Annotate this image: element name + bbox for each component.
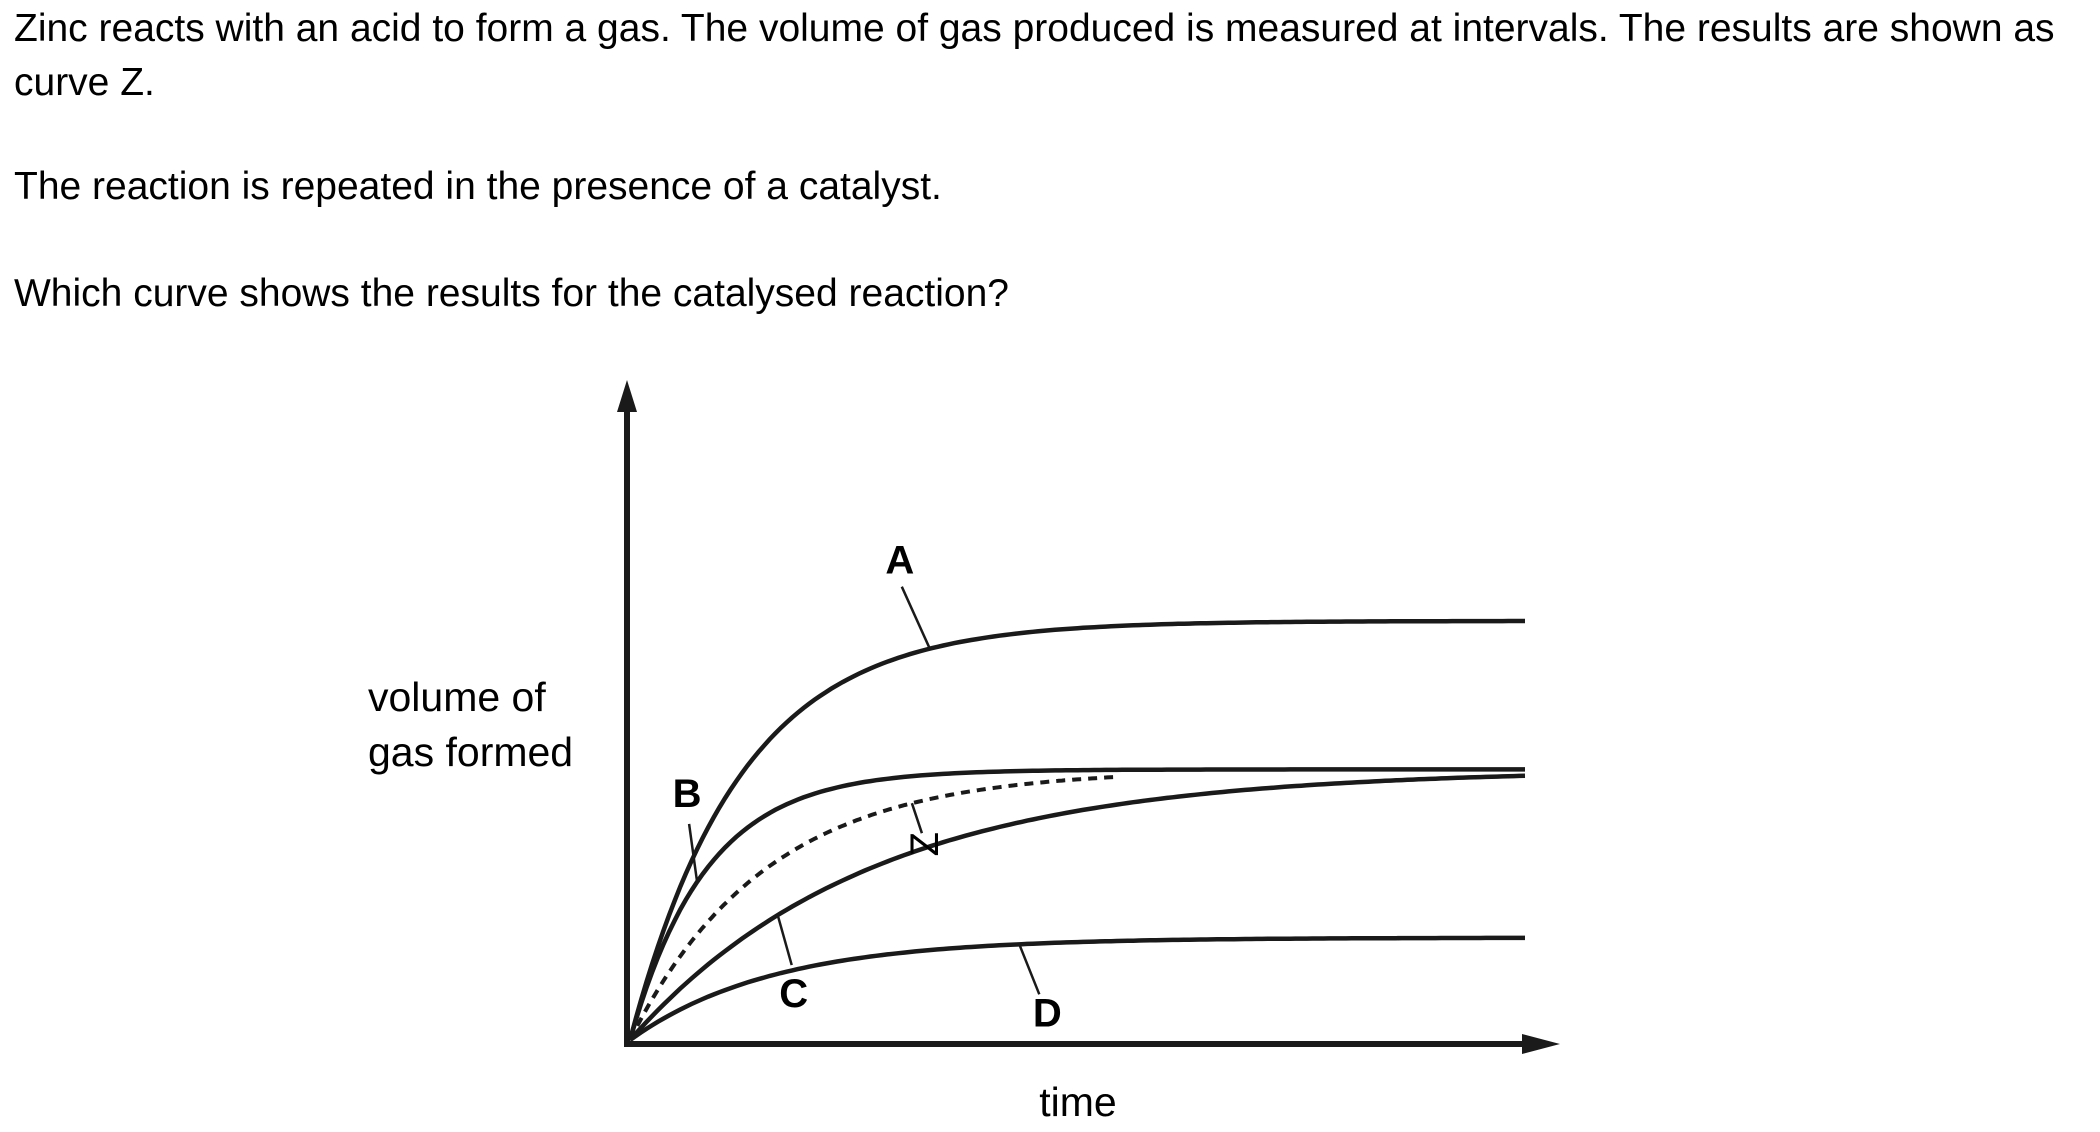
series-layer <box>630 621 1525 1040</box>
x-axis-arrow-icon <box>1522 1034 1560 1054</box>
curve-label-a: A <box>885 538 915 583</box>
y-axis-arrow-icon <box>617 380 637 412</box>
callout-line-a <box>902 587 930 649</box>
callout-line-z <box>912 803 922 833</box>
callout-line-d <box>1019 944 1039 994</box>
curve-label-b: B <box>672 771 702 816</box>
callout-line-c <box>778 915 792 965</box>
question-prompt: Which curve shows the results for the catalysed reaction? <box>14 272 1009 315</box>
curve-label-z: Z <box>902 831 947 857</box>
curve-label-c: C <box>779 972 809 1017</box>
question-condition: The reaction is repeated in the presence of a catalyst. <box>14 165 942 208</box>
curve-d <box>630 938 1525 1040</box>
curve-label-d: D <box>1032 991 1062 1036</box>
question-intro: Zinc reacts with an acid to form a gas. The volume of gas produced is measured at intervals. The results are shown as curve Z. <box>14 7 2055 104</box>
y-axis-label-line-1: volume of <box>368 674 546 720</box>
x-axis-label: time <box>1039 1079 1117 1125</box>
chart-axes <box>617 380 1560 1054</box>
y-axis-label-line-2: gas formed <box>368 729 574 775</box>
